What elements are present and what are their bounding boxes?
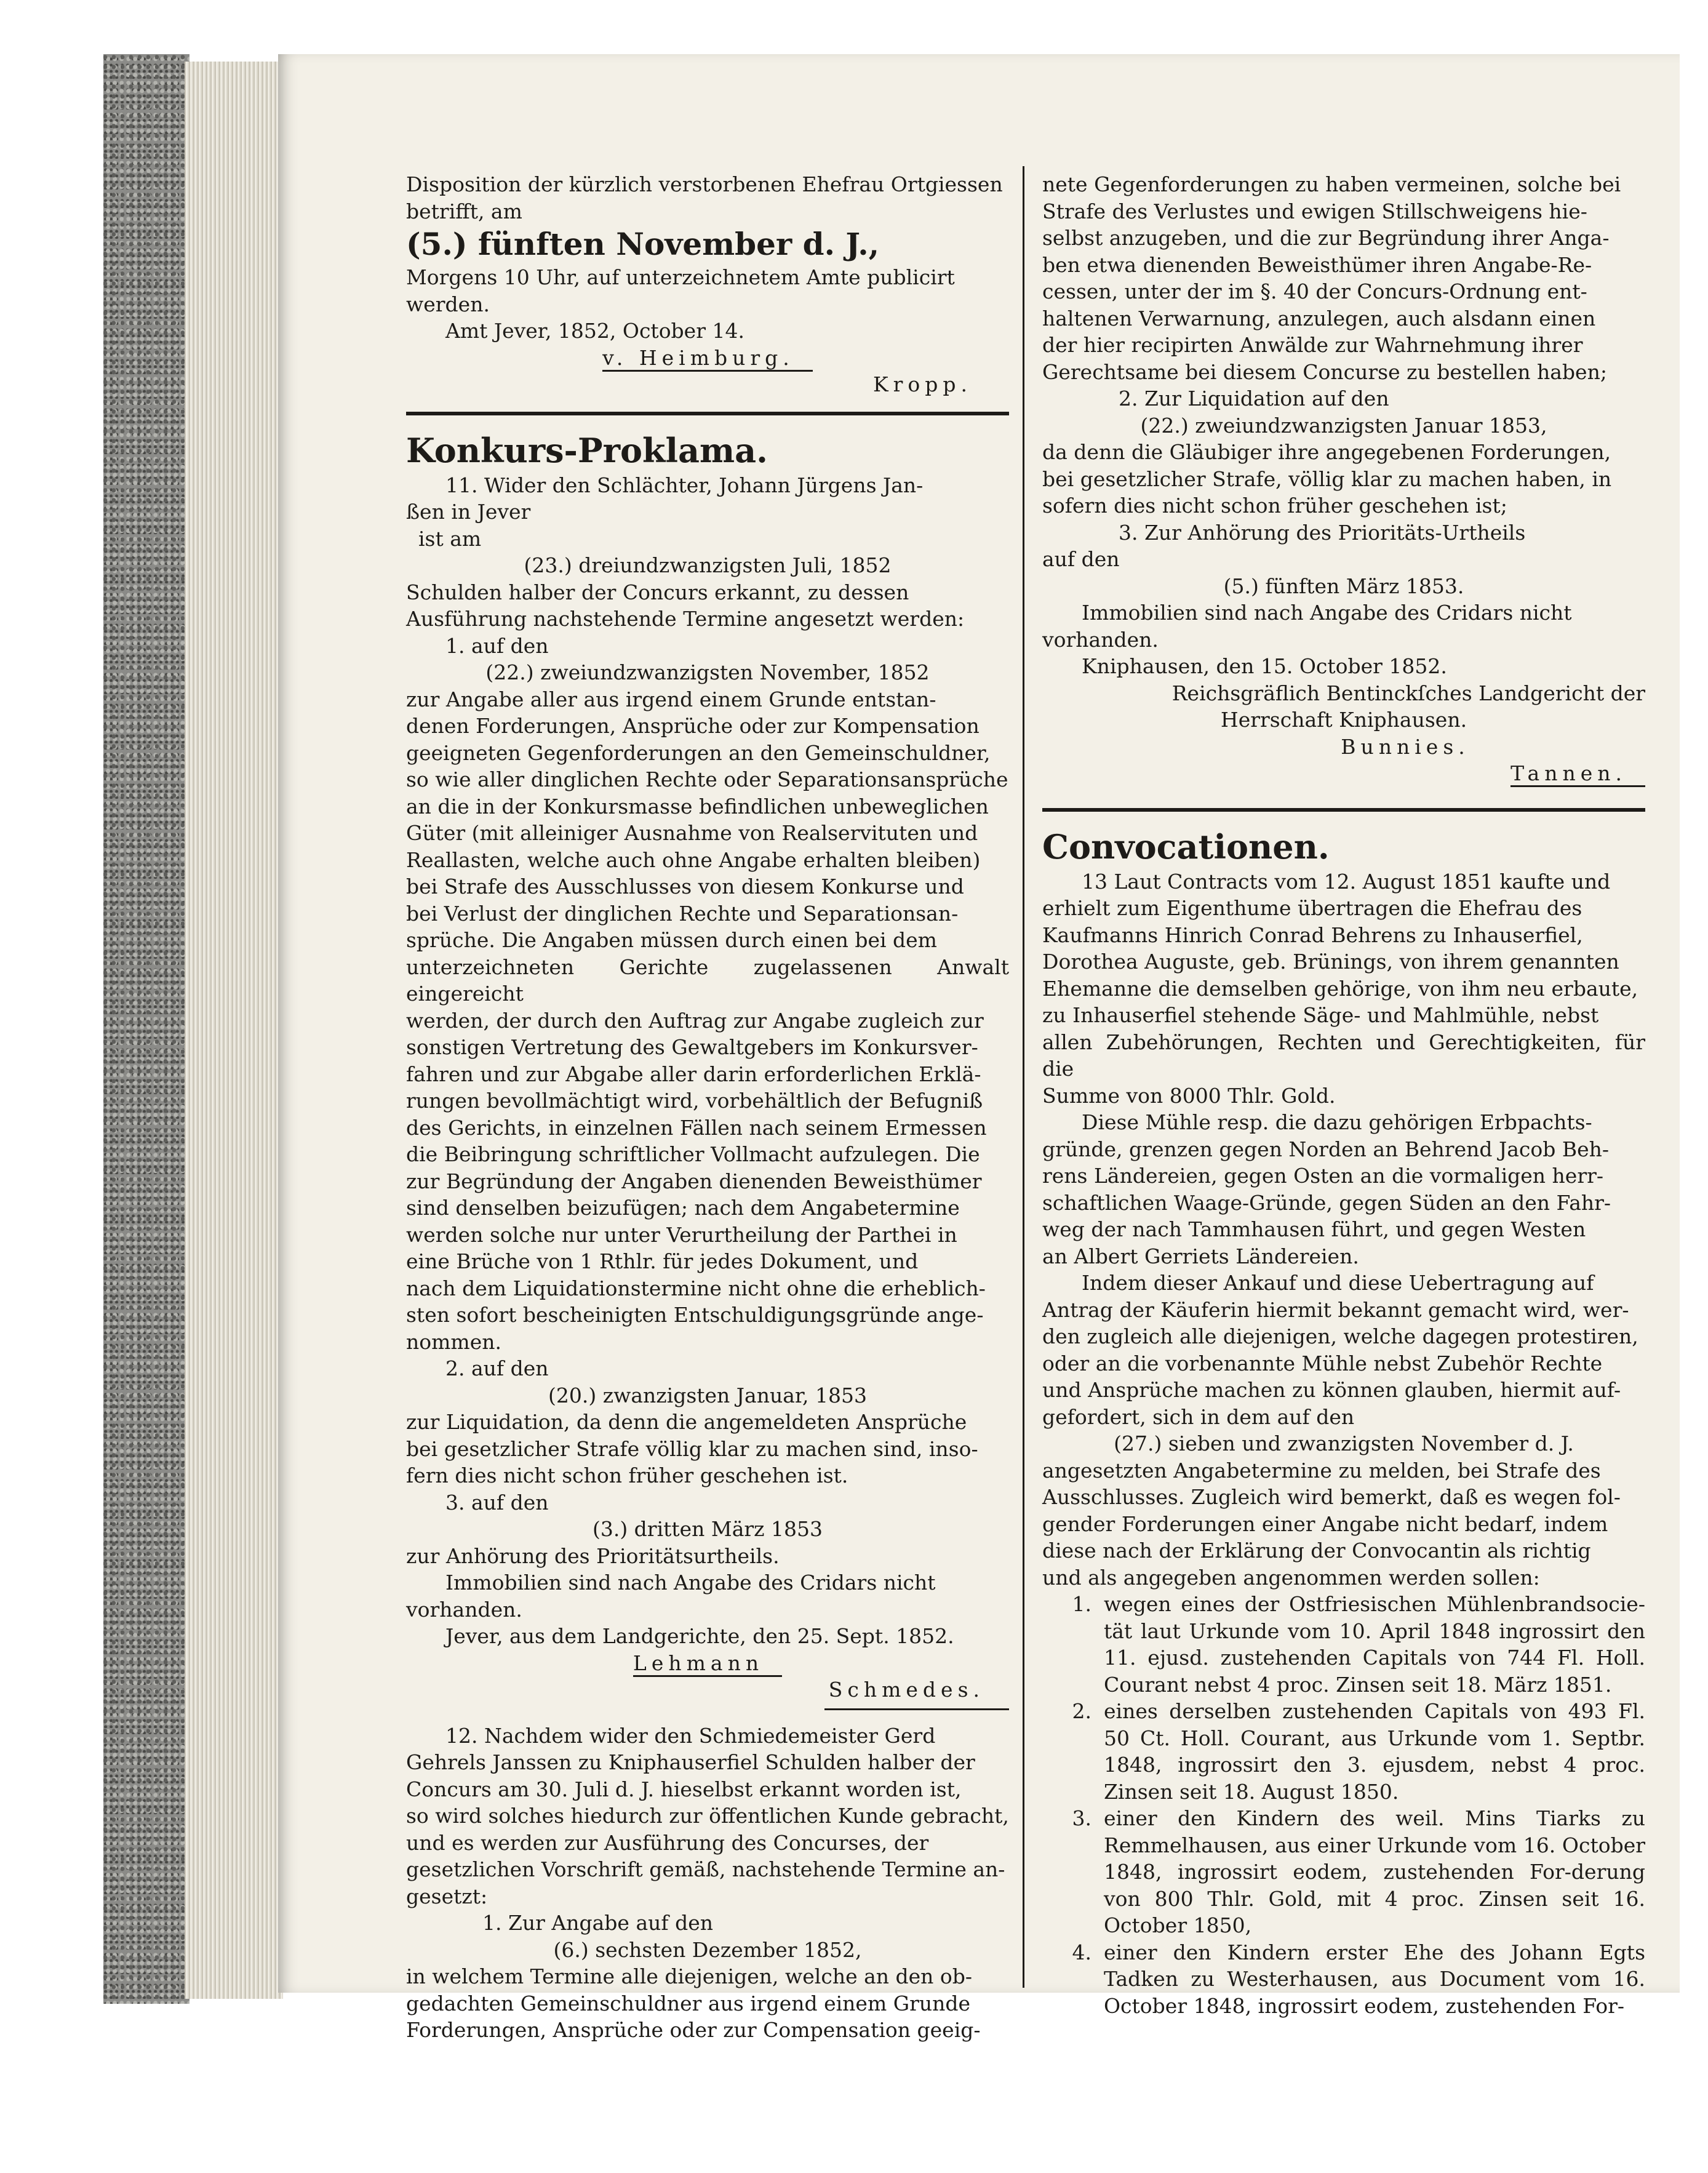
- intro-date: (5.) fünften November d. J.,: [406, 226, 880, 262]
- list-item: [1042, 1698, 1645, 1805]
- paragraph-line: Diese Mühle resp. die dazu gehörigen Erbpachts-: [1082, 1110, 1592, 1134]
- date-line: (23.) dreiundzwanzigsten Juli, 1852: [524, 553, 892, 577]
- paragraph-line: zu Inhauserfiel stehende Säge- und Mahlmühle, nebst: [1042, 1003, 1599, 1027]
- paragraph-line: gesetzt:: [406, 1884, 488, 1908]
- paragraph-line: und Ansprüche machen zu können glauben, hiermit auf-: [1042, 1378, 1621, 1402]
- paragraph-block: [406, 686, 1009, 1382]
- paragraph-line: an Albert Gerriets Ländereien.: [1042, 1244, 1359, 1268]
- paragraph-line: Ausführung nachstehende Termine angesetzt werden:: [406, 607, 965, 631]
- date-line: (3.) dritten März 1853: [592, 1517, 823, 1541]
- paragraph-line: haltenen Verwarnung, anzulegen, auch alsdann einen: [1042, 306, 1596, 330]
- place-date: Kniphausen, den 15. October 1852.: [1082, 654, 1447, 678]
- paragraph-line: oder an die vorbenannte Mühle nebst Zubehör Rechte: [1042, 1351, 1603, 1375]
- section-heading: Konkurs-Proklama.: [406, 430, 768, 470]
- signer-name: Tannen.: [1510, 761, 1645, 787]
- book-spine: [103, 54, 190, 2004]
- signature: Kropp.: [872, 372, 972, 396]
- paragraph-line: bei Strafe des Ausschlusses von diesem Konkurse und: [406, 874, 964, 898]
- paragraph-line: Ausschlusses. Zugleich wird bemerkt, daß es wegen fol-: [1042, 1485, 1621, 1509]
- paragraph-line: des Gerichts, in einzelnen Fällen nach seinem Ermessen: [406, 1115, 987, 1140]
- signature: Bunnies.: [1341, 734, 1470, 759]
- paragraph-line: geeigneten Gegenforderungen an den Gemeinschuldner,: [406, 740, 991, 765]
- paragraph-line: vorhanden.: [406, 1597, 522, 1622]
- paragraph-line: sonstigen Vertretung des Gewaltgebers im Konkursver-: [406, 1035, 978, 1059]
- paragraph-line: die Beibringung schriftlicher Vollmacht aufzulegen. Die: [406, 1142, 980, 1166]
- place-date: Amt Jever, 1852, October 14.: [445, 319, 744, 343]
- place-date: Jever, aus dem Landgerichte, den 25. Sept. 1852.: [445, 1624, 954, 1648]
- paragraph-line: Concurs am 30. Juli d. J. hieselbst erkannt worden ist,: [406, 1777, 962, 1801]
- paragraph-line: unterzeichneten Gerichte zugelassenen Anwalt eingereicht: [406, 954, 1009, 1006]
- signature: [1042, 760, 1645, 787]
- paragraph-line: gender Forderungen einer Angabe nicht bedarf, indem: [1042, 1511, 1608, 1536]
- list-item: [1042, 1591, 1645, 1698]
- court-name: Reichsgräflich Bentinckſches Landgericht der: [1171, 681, 1645, 705]
- paragraph-line: ben etwa dienenden Beweisthümer ihren Angabe-Re-: [1042, 252, 1592, 277]
- paragraph-line: selbst anzugeben, und die zur Begründung ihrer Anga-: [1042, 226, 1610, 250]
- paragraph-line: Gerechtsame bei diesem Concurse zu bestellen haben;: [1042, 359, 1607, 384]
- paragraph-line: 1. Zur Angabe auf den: [482, 1911, 713, 1935]
- paragraph-line: Immobilien sind nach Angabe des Cridars nicht: [1082, 601, 1572, 625]
- paragraph-line: erhielt zum Eigenthume übertragen die Ehefrau des: [1042, 896, 1582, 920]
- signature: Schmedes.: [828, 1678, 984, 1702]
- paragraph-line: Güter (mit alleiniger Ausnahme von Realservituten und: [406, 821, 978, 845]
- paragraph-line: zur Anhörung des Prioritätsurtheils.: [406, 1543, 780, 1568]
- paragraph-line: nete Gegenforderungen zu haben vermeinen, solche bei: [1042, 172, 1621, 196]
- column-divider: [1023, 166, 1024, 1988]
- paragraph-line: der hier recipirten Anwälde zur Wahrnehmung ihrer: [1042, 333, 1583, 357]
- list-text: einer den Kindern des weil. Mins Tiarks zu Remmelhausen, aus einer Urkunde vom 16. October 1848, ingrossirt eodem, zustehenden For-derung von 800 Thlr. Gold, mit 4 proc. Zinsen seit 16. October 1850,: [1104, 1806, 1645, 1937]
- signer-name: v. Heimburg.: [602, 346, 813, 372]
- paragraph-line: sten sofort bescheinigten Entschuldigungsgründe ange-: [406, 1303, 984, 1327]
- paragraph-line: nach dem Liquidationstermine nicht ohne die erheblich-: [406, 1276, 986, 1300]
- paragraph-line: schaftlichen Waage-Gründe, gegen Süden an den Fahr-: [1042, 1190, 1611, 1215]
- paragraph-line: allen Zubehörungen, Rechten und Gerechtigkeiten, für die: [1042, 1030, 1645, 1081]
- paragraph-line: 12. Nachdem wider den Schmiedemeister Gerd: [445, 1723, 936, 1748]
- signature: [406, 1650, 1009, 1677]
- paragraph-line: Immobilien sind nach Angabe des Cridars nicht: [445, 1571, 936, 1595]
- intro-line: betrifft, am: [406, 199, 522, 223]
- paragraph-line: gefordert, sich in dem auf den: [1042, 1404, 1355, 1429]
- paragraph-line: 2. auf den: [445, 1356, 549, 1380]
- section-rule: [1042, 808, 1645, 812]
- paragraph-line: in welchem Termine alle diejenigen, welche an den ob-: [406, 1964, 973, 1988]
- paragraph-line: zur Angabe aller aus irgend einem Grunde entstan-: [406, 687, 936, 711]
- paragraph-line: bei Verlust der dinglichen Rechte und Separationsan-: [406, 901, 959, 926]
- paragraph-line: 1. auf den: [445, 633, 549, 658]
- paragraph-line: nommen.: [406, 1329, 501, 1354]
- paragraph-line: Schulden halber der Concurs erkannt, zu dessen: [406, 580, 909, 604]
- paragraph-line: 13 Laut Contracts vom 12. August 1851 kaufte und: [1082, 869, 1611, 894]
- intro-tail: werden.: [406, 292, 490, 316]
- date-line: (27.) sieben und zwanzigsten November d. J.: [1114, 1431, 1574, 1455]
- list-text: eines derselben zustehenden Capitals von 493 Fl. 50 Ct. Holl. Courant, aus Urkunde vom 1. Septbr. 1848, ingrossirt den 3. ejusdem, nebst 4 proc. Zinsen seit 18. August 1850.: [1104, 1699, 1645, 1804]
- paragraph-line: so wie aller dinglichen Rechte oder Separationsansprüche: [406, 767, 1008, 791]
- list-number: 4.: [1072, 1940, 1091, 1964]
- intro-line: Disposition der kürzlich verstorbenen Ehefrau Ortgiessen: [406, 172, 1003, 196]
- paragraph-line: gedachten Gemeinschuldner aus irgend einem Grunde: [406, 1991, 971, 2015]
- signature: [406, 345, 1009, 372]
- paragraph-line: angesetzten Angabetermine zu melden, bei Strafe des: [1042, 1458, 1601, 1483]
- paragraph-line: denen Forderungen, Ansprüche oder zur Kompensation: [406, 714, 980, 738]
- paragraph-line: auf den: [1042, 547, 1120, 571]
- paragraph-line: rens Ländereien, gegen Osten an die vormaligen herr-: [1042, 1164, 1604, 1188]
- paragraph-line: zur Begründung der Angaben dienenden Beweisthümer: [406, 1169, 982, 1193]
- date-line: (5.) fünften März 1853.: [1223, 574, 1464, 598]
- paragraph-line: gesetzlichen Vorschrift gemäß, nachstehende Termine an-: [406, 1857, 1005, 1881]
- paragraph-line: diese nach der Erklärung der Convocantin als richtig: [1042, 1539, 1591, 1563]
- paragraph-line: bei gesetzlicher Strafe, völlig klar zu machen haben, in: [1042, 466, 1612, 491]
- section-rule: [406, 412, 1009, 415]
- section-heading: Convocationen.: [1042, 826, 1330, 866]
- date-line: (22.) zweiundzwanzigsten November, 1852: [485, 660, 930, 684]
- date-line: (6.) sechsten Dezember 1852,: [553, 1937, 862, 1962]
- paragraph-line: bei gesetzlicher Strafe völlig klar zu machen sind, inso-: [406, 1436, 978, 1461]
- paragraph-line: an die in der Konkursmasse befindlichen unbeweglichen: [406, 794, 989, 818]
- left-column: [406, 171, 1009, 2044]
- paragraph-line: Indem dieser Ankauf und diese Uebertragung auf: [1082, 1271, 1594, 1295]
- paragraph-line: vorhanden.: [1042, 627, 1159, 652]
- paragraph-line: so wird solches hiedurch zur öffentlichen Kunde gebracht,: [406, 1804, 1009, 1828]
- paragraph-line: gründe, grenzen gegen Norden an Behrend Jacob Beh-: [1042, 1137, 1610, 1161]
- paragraph-line: Antrag der Käuferin hiermit bekannt gemacht wird, wer-: [1042, 1297, 1629, 1322]
- paragraph-line: Kaufmanns Hinrich Conrad Behrens zu Inhauserfiel,: [1042, 922, 1583, 947]
- date-line: (20.) zwanzigsten Januar, 1853: [548, 1383, 867, 1407]
- paragraph-line: sind denselben beizufügen; nach dem Angabetermine: [406, 1196, 960, 1220]
- paragraph-line: 11. Wider den Schlächter, Johann Jürgens Jan-: [445, 473, 924, 497]
- paragraph-line: Ehemanne die demselben gehörige, von ihm neu erbaute,: [1042, 976, 1638, 1001]
- paragraph-line: rungen bevollmächtigt wird, vorbehältlich der Befugniß: [406, 1089, 983, 1113]
- list-number: 3.: [1072, 1806, 1091, 1830]
- right-column: [1042, 171, 1645, 2019]
- page-edges: [185, 62, 283, 1999]
- paragraph-line: da denn die Gläubiger ihre angegebenen Forderungen,: [1042, 440, 1611, 464]
- paragraph-line: Summe von 8000 Thlr. Gold.: [1042, 1083, 1336, 1108]
- intro-tail: Morgens 10 Uhr, auf unterzeichnetem Amte publicirt: [406, 265, 955, 289]
- section-rule: [824, 1708, 1009, 1710]
- paragraph-line: werden solche nur unter Verurtheilung der Parthei in: [406, 1222, 957, 1247]
- paragraph-line: und als angegeben angenommen werden sollen:: [1042, 1565, 1540, 1590]
- paragraph-line: Strafe des Verlustes und ewigen Stillschweigens hie-: [1042, 199, 1587, 223]
- date-line: (22.) zweiundzwanzigsten Januar 1853,: [1140, 413, 1547, 438]
- paragraph-line: 2. Zur Liquidation auf den: [1119, 386, 1389, 410]
- list-text: wegen eines der Ostfriesischen Mühlenbrandsocie-tät laut Urkunde vom 10. April 1848 ingrossirt den 11. ejusd. zustehenden Capitals von 744 Fl. Holl. Courant nebst 4 proc. Zinsen seit 18. März 1851.: [1104, 1592, 1645, 1697]
- paragraph-line: sofern dies nicht schon früher geschehen ist;: [1042, 494, 1507, 518]
- paragraph-line: weg der nach Tammhausen führt, und gegen Westen: [1042, 1217, 1586, 1241]
- paragraph-line: Forderungen, Ansprüche oder zur Compensation geeig-: [406, 2018, 981, 2042]
- paragraph-line: fahren und zur Abgabe aller darin erforderlichen Erklä-: [406, 1062, 981, 1086]
- paragraph-line: Dorothea Auguste, geb. Brünings, von ihrem genannten: [1042, 950, 1619, 974]
- list-number: 2.: [1072, 1699, 1091, 1723]
- paragraph-line: Reallasten, welche auch ohne Angabe erhalten bleiben): [406, 847, 981, 872]
- list-item: [1042, 1805, 1645, 1939]
- paragraph-line: cessen, unter der im §. 40 der Concurs-Ordnung ent-: [1042, 279, 1587, 303]
- signer-name: Lehmann: [633, 1651, 782, 1677]
- paragraph-line: und es werden zur Ausführung des Concurses, der: [406, 1830, 929, 1855]
- list-item: [1042, 1939, 1645, 2020]
- list-number: 1.: [1072, 1592, 1091, 1616]
- paragraph-line: ßen in Jever: [406, 500, 531, 524]
- paragraph-line: ist am: [418, 526, 482, 551]
- paragraph-line: Gehrels Janssen zu Kniphauserfiel Schulden halber der: [406, 1750, 975, 1774]
- court-name: Herrschaft Kniphausen.: [1220, 708, 1467, 732]
- list-text: einer den Kindern erster Ehe des Johann Egts Tadken zu Westerhausen, aus Document vom 16. October 1848, ingrossirt eodem, zustehenden For-: [1104, 1940, 1645, 2018]
- paragraph-line: 3. Zur Anhörung des Prioritäts-Urtheils: [1119, 520, 1526, 545]
- paragraph-line: den zugleich alle diejenigen, welche dagegen protestiren,: [1042, 1324, 1638, 1348]
- paragraph-line: eine Brüche von 1 Rthlr. für jedes Dokument, und: [406, 1249, 919, 1273]
- paragraph-line: fern dies nicht schon früher geschehen ist.: [406, 1463, 848, 1487]
- paragraph-line: zur Liquidation, da denn die angemeldeten Ansprüche: [406, 1410, 967, 1434]
- paragraph-line: werden, der durch den Auftrag zur Angabe zugleich zur: [406, 1008, 984, 1033]
- paragraph-line: sprüche. Die Angaben müssen durch einen bei dem: [406, 928, 937, 952]
- paragraph-line: 3. auf den: [445, 1490, 549, 1515]
